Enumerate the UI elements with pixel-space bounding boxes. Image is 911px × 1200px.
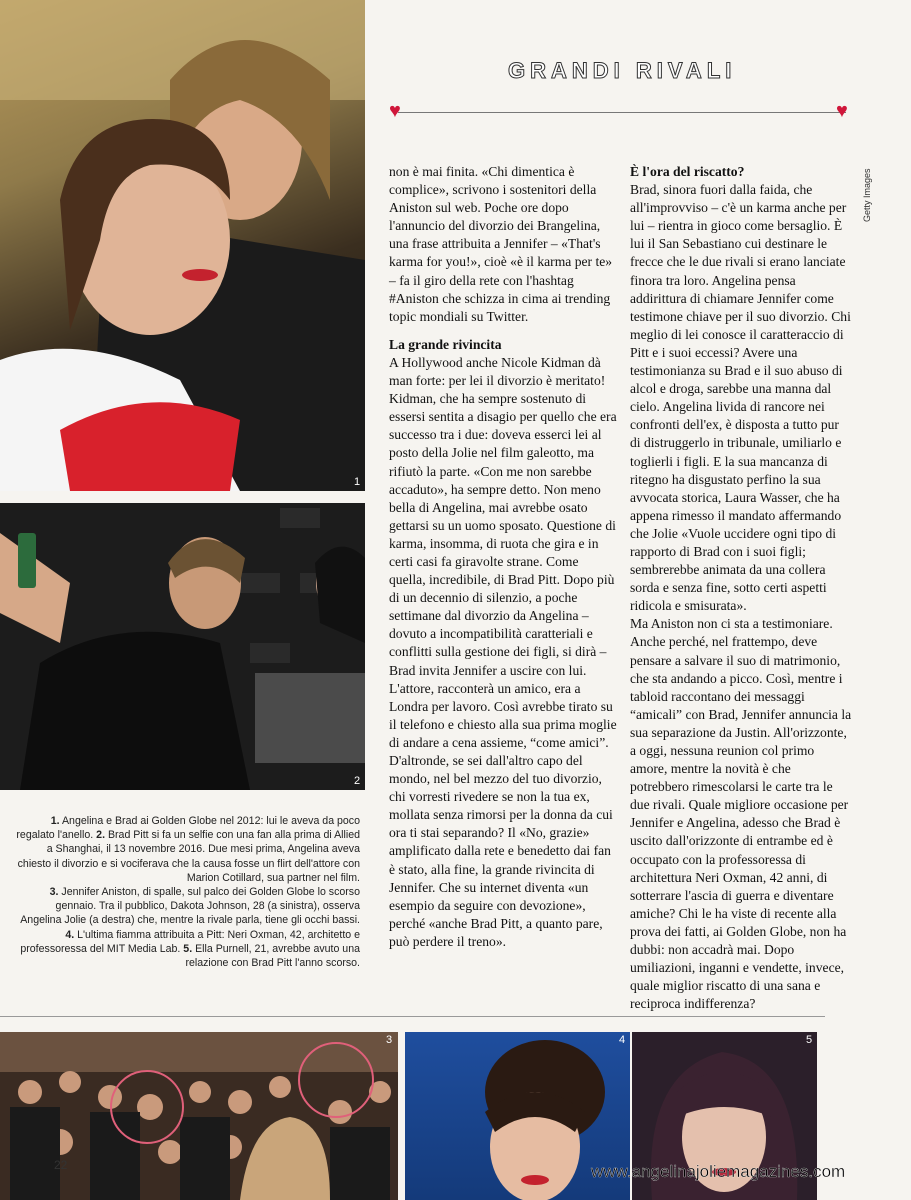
watermark-url[interactable]: www.angelinajoliemagazines.com	[591, 1162, 846, 1181]
caption-number: 4.	[65, 928, 75, 941]
article-column-right	[630, 163, 852, 1013]
highlight-circle	[298, 1042, 374, 1118]
column-right-body-2: Ma Aniston non ci sta a testimoniare. Anche perché, nel frattempo, deve pensare a salvare il suo di matrimonio, che sta andando a picco. Così, mentre i tabloid raccontano dei messaggi “amicali” con Brad, Jennifer annuncia la sua separazione da Justin. All'orizzonte, a oggi, nessuna reunion col primo amore, mentre la novità è che potrebbero rimescolarsi le carte tra le due rivali. Quale migliore occasione per Jennifer e Angelina, adesso che Brad è uscito dall'orizzonte di entrambe ed è occupato con la professoressa di architettura Neri Oxman, 42 anni, di sotterrare l'ascia di guerra e diventare amiche? Chi le ha viste di recente alla prova dei fatti, ai Golden Globe, non ha dubbi: non accadrà mai. Dopo umiliazioni, inganni e vendette, invece, quale miglior riscatto di una sana e reciproca indifferenza?	[630, 616, 852, 1012]
photo-number: 1	[354, 476, 361, 488]
highlight-circle	[110, 1070, 184, 1144]
caption-text-2: Brad Pitt si fa un selfie con una fan alla prima di Allied a Shanghai, il 13 novembre 2016. Due mesi prima, Angelina aveva chiesto il divorzio e si vociferava che la causa fosse un flirt dell'attore con Marion Cotillard, sua partner nel film.	[17, 829, 360, 884]
caption-text-3: Jennifer Aniston, di spalle, sul palco dei Golden Globe lo scorso gennaio. Tra il pubblico, Dakota Johnson, 28 (a sinistra), osserva Angelina Jolie (a destra) che, mentre la rivale parla, tiene gli occhi bassi.	[20, 886, 360, 927]
photo-3-golden-globes-audience	[0, 1032, 398, 1200]
photo-number: 3	[386, 1034, 393, 1046]
subheading-grande-rivincita: La grande rivincita	[389, 336, 502, 352]
photo-2-illustration	[0, 503, 365, 790]
caption-text-1: Angelina e Brad ai Golden Globe nel 2012: lui le aveva da poco regalato l'anello.	[16, 815, 360, 842]
photo-number: 5	[806, 1034, 813, 1046]
heart-icon: ♥	[836, 100, 848, 122]
caption-number: 5.	[183, 942, 193, 955]
caption-number: 1.	[50, 815, 60, 827]
page-number: 22	[54, 1158, 68, 1172]
photo-2-brad-selfie	[0, 503, 365, 790]
heart-icon: ♥	[389, 100, 401, 122]
photo-captions	[16, 814, 360, 970]
photo-1-angelina-brad	[0, 0, 365, 491]
photo-1-illustration	[0, 0, 365, 491]
bottom-rule	[0, 1016, 825, 1017]
article-column-left	[389, 163, 618, 951]
photo-number: 4	[619, 1034, 626, 1046]
subheading-ora-del-riscatto: È l'ora del riscatto?	[630, 164, 745, 179]
column-left-body: A Hollywood anche Nicole Kidman dà man forte: per lei il divorzio è meritato! Kidman, che ha sempre sostenuto di essersi sentita a disagio per quello che era successo tra i due: doveva esserci lei al posto della Jolie nel film galeotto, ma rifiutò la parte. «Con me non sarebbe accaduto», ha sempre detto. Non meno bella di Angelina, mai avrebbe osato gettarsi su un uomo sposato. Questione di karma, insomma, di ruota che gira e in certi casi fa giravolte strane. Come quella, incredibile, di Brad Pitt. Dopo più di un decennio di silenzio, a poche settimane dal divorzio da Angelina – dovuto a incompatibilità caratteriali e conflitti sulla gestione dei figli, si dirà – Brad invita Jennifer a uscire con lui. L'attore, racconterà un amico, era a Londra per lavoro. Così avrebbe tirato su il telefono e chiesto alla sua prima moglie di andare a cena assieme, “come amici”. D'altronde, se sei dall'altro capo del mondo, nel bel mezzo del tuo divorzio, chi vorresti rivedere se non la tua ex, mollata senza rimorsi per la donna da cui ora ti stai separando? Il «No, grazie» amplificato dalla rete e benedetto dai fan è stato, alla fine, la grande rivincita di Jennifer. Che su internet diventa «un esempio da seguire con devozione», perché «anche Brad Pitt, a quanto pare, può perdere il treno».	[389, 354, 617, 949]
caption-number: 2.	[96, 829, 106, 842]
caption-number: 3.	[49, 886, 59, 899]
header-rule	[398, 112, 846, 113]
photo-credit: Getty Images	[862, 168, 872, 222]
photo-number: 2	[354, 775, 361, 787]
caption-text-5: Ella Purnell, 21, avrebbe avuto una relazione con Brad Pitt l'anno scorso.	[185, 942, 360, 970]
section-title: GRANDI RIVALI	[508, 58, 737, 83]
column-right-body-1: Brad, sinora fuori dalla faida, che all'improvviso – c'è un karma anche per lui – rientra in gioco come bersaglio. È lui il San Sebastiano cui destinare le frecce che le due rivali si erano lanciate finora tra loro. Angelina pensa addirittura di chiamare Jennifer come testimone chiave per il suo divorzio. Chi meglio di lei conosce il caratteraccio di Pitt e i suoi eccessi? Avere una testimonianza su Brad e il suo abuso di alcol e droga, sarebbe una manna dal cielo. Angelina livida di rancore nei confronti dell'ex, è disposta a tutto pur di distruggerlo in tribunale, umiliarlo e toglierli i figli. E la sua mancanza di ritegno ha disgustato perfino la sua avvocata storica, Laura Wasser, che ha appena rimesso il mandato affermando che Jolie «Vuole uccidere ogni tipo di rapporto di Brad con i suoi figli; sembrerebbe animata da una collera sorda e senza fine, sotto certi aspetti ridicola e smisurata».	[630, 182, 851, 614]
caption-text-4: L'ultima fiamma attribuita a Pitt: Neri Oxman, 42, architetto e professoressa del MIT Media Lab.	[20, 928, 360, 955]
column-left-intro: non è mai finita. «Chi dimentica è complice», scrivono i sostenitori della Aniston sul web. Poche ore dopo l'annuncio del divorzio dei Brangelina, una frase attribuita a Jennifer – «That's karma for you!», cioè «è il karma per te» – fa il giro della rete con l'hashtag #Aniston che schizza in cima ai trending topic mondiali su Twitter.	[389, 164, 613, 324]
